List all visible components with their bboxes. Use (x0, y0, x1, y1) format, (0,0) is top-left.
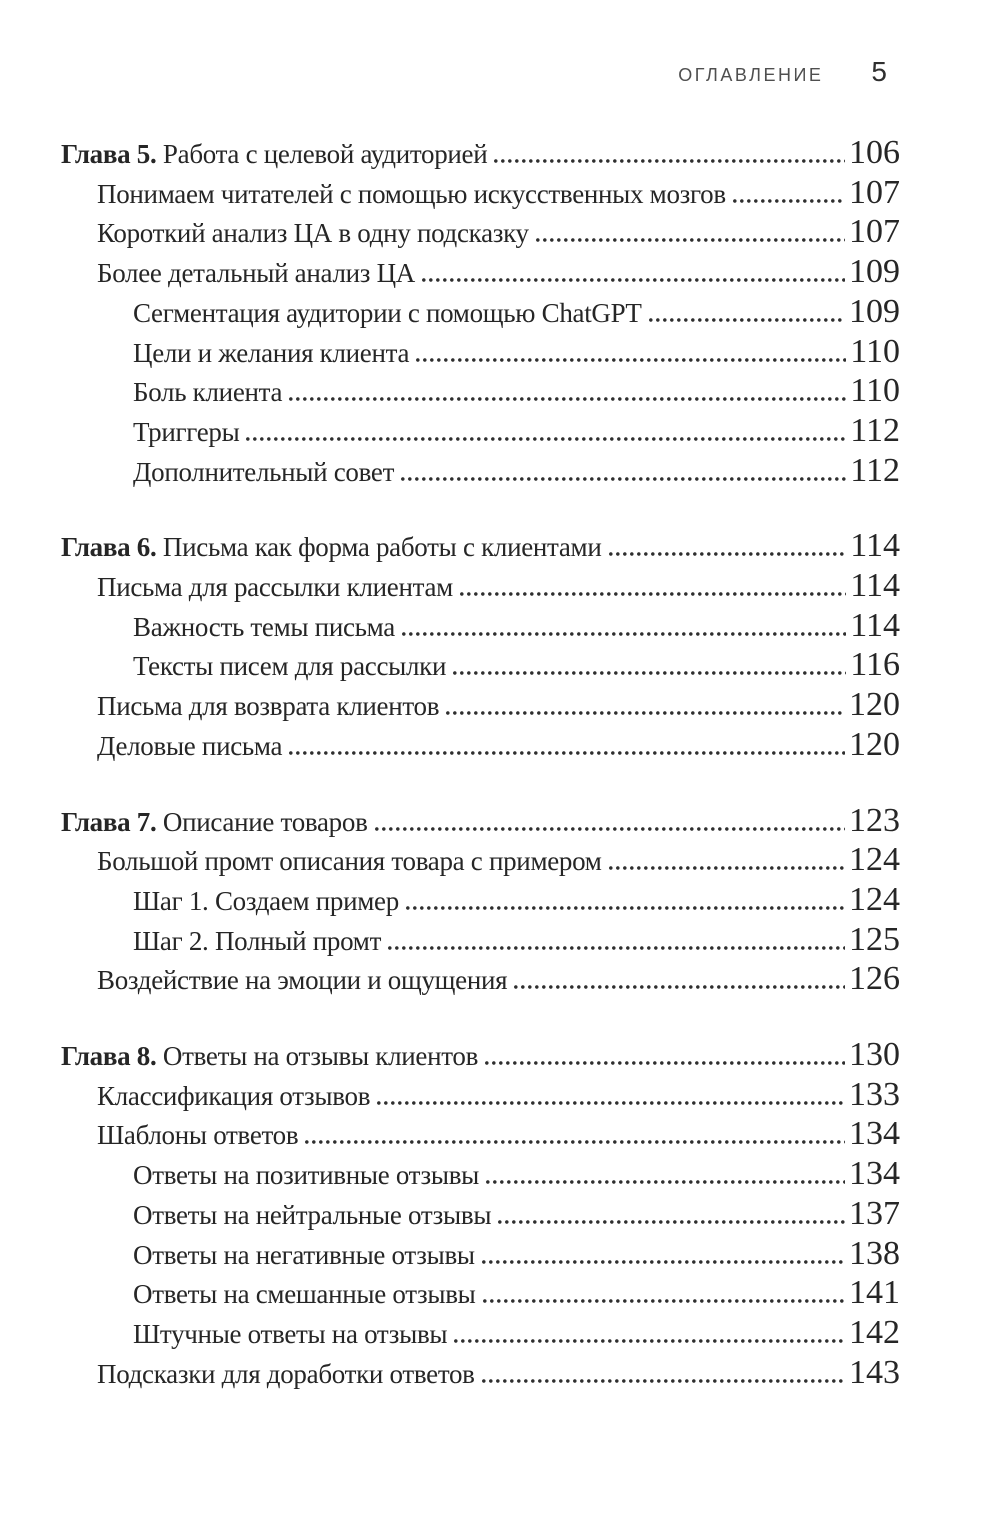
toc-entry-page-number: 143 (849, 1353, 900, 1391)
dot-leader (733, 199, 845, 203)
dot-leader (486, 1180, 845, 1184)
toc-entry-title: Классификация отзывов (97, 1080, 371, 1111)
toc-entry-page-number: 134 (849, 1155, 900, 1193)
toc-entry-page-number: 124 (849, 841, 900, 879)
chapter-label: Глава 7. (61, 806, 163, 837)
toc-entry-row (61, 452, 900, 492)
toc-entry-page-number: 142 (849, 1313, 900, 1351)
dot-leader (289, 397, 846, 401)
dot-leader (460, 592, 846, 596)
toc-entry-row (61, 1115, 900, 1155)
toc-entry-title: Триггеры (133, 416, 240, 447)
dot-leader (416, 358, 846, 362)
dot-leader (536, 238, 845, 242)
running-head-page-number: 5 (871, 56, 887, 87)
dot-leader (289, 751, 845, 755)
toc-entry-row (61, 1155, 900, 1195)
toc-entry-row (61, 333, 900, 373)
toc-entry-title: Глава 6. Письма как форма работы с клиентами (61, 532, 602, 563)
toc-entry-row (61, 1314, 900, 1354)
dot-leader (485, 1061, 845, 1065)
toc-entry-title: Тексты писем для рассылки (133, 651, 447, 682)
dot-leader (494, 159, 845, 163)
toc-entry-page-number: 109 (849, 292, 900, 330)
chapter-label: Глава 5. (61, 139, 163, 169)
toc-entry-page-number: 116 (850, 646, 900, 684)
toc-entry-page-number: 126 (849, 960, 900, 998)
toc-entry-page-number: 130 (849, 1036, 900, 1074)
toc-entry-row (61, 607, 900, 647)
dot-leader (453, 671, 846, 675)
toc-entry-page-number: 106 (849, 134, 900, 171)
toc-entry-row (61, 1076, 900, 1116)
toc-entry-title: Ответы на нейтральные отзывы (133, 1199, 492, 1230)
toc-entry-row (61, 841, 900, 881)
dot-leader (498, 1220, 845, 1224)
toc-entry-title: Глава 5. Работа с целевой аудиторией (61, 139, 488, 169)
toc-entry-title: Письма для возврата клиентов (97, 691, 440, 722)
toc-entry-page-number: 109 (849, 253, 900, 291)
toc-entry-page-number: 110 (850, 372, 900, 410)
toc-entry-title: Шаг 2. Полный промт (133, 925, 382, 956)
toc-entry-row (61, 726, 900, 766)
toc-entry-row (61, 213, 900, 253)
dot-leader (422, 278, 845, 282)
toc-entry-row (61, 646, 900, 686)
toc-entry-page-number: 114 (850, 606, 900, 644)
dot-leader (514, 985, 845, 989)
toc-entry-row (61, 567, 900, 607)
toc-entry-row (61, 1274, 900, 1314)
dot-leader (406, 906, 845, 910)
toc-entry-title: Ответы на смешанные отзывы (133, 1279, 476, 1310)
dot-leader (388, 946, 845, 950)
toc-entry-title: Цели и желания клиента (133, 337, 410, 368)
toc-entry-page-number: 133 (849, 1075, 900, 1113)
toc-entry-row (61, 1354, 900, 1394)
toc-entry-page-number: 114 (850, 527, 900, 565)
toc-entry-page-number: 112 (850, 451, 900, 489)
toc-entry-page-number: 114 (850, 567, 900, 605)
dot-leader (454, 1339, 845, 1343)
dot-leader (483, 1299, 845, 1303)
toc-entry-row (61, 174, 900, 214)
toc-entry-row (61, 686, 900, 726)
toc-entry-row (61, 881, 900, 921)
chapter-label: Глава 8. (61, 1041, 163, 1072)
toc-entry-page-number: 141 (849, 1274, 900, 1312)
toc-entry-title: Письма для рассылки клиентам (97, 572, 453, 603)
running-head (678, 56, 887, 88)
dot-leader (482, 1260, 845, 1264)
toc-entry-page-number: 134 (849, 1115, 900, 1153)
toc-entry-page-number: 137 (849, 1194, 900, 1232)
dot-leader (609, 552, 847, 556)
toc-entry-title: Шаг 1. Создаем пример (133, 885, 399, 916)
toc-entry-title: Ответы на негативные отзывы (133, 1239, 475, 1270)
toc-entry-page-number: 112 (850, 411, 900, 449)
toc-chapter-row (61, 1036, 900, 1076)
toc-entry-title: Более детальный анализ ЦА (97, 258, 415, 289)
toc-entry-page-number: 107 (849, 173, 900, 211)
dot-leader (246, 437, 846, 441)
dot-leader (401, 477, 846, 481)
chapter-label: Глава 6. (61, 532, 163, 563)
toc-entry-row (61, 960, 900, 1000)
toc-entry-title: Деловые письма (97, 730, 283, 761)
toc-entry-row (61, 372, 900, 412)
toc-entry-row (61, 921, 900, 961)
toc-entry-title: Дополнительный совет (133, 456, 395, 487)
toc-entry-title: Сегментация аудитории с помощью ChatGPT (133, 297, 642, 328)
toc-entry-title: Штучные ответы на отзывы (133, 1318, 448, 1349)
toc-entry-page-number: 138 (849, 1234, 900, 1272)
dot-leader (305, 1140, 845, 1144)
toc-entry-title: Глава 8. Ответы на отзывы клиентов (61, 1041, 479, 1072)
dot-leader (377, 1101, 845, 1105)
toc-entry-row (61, 1235, 900, 1275)
running-head-title: ОГЛАВЛЕНИЕ (678, 65, 824, 85)
toc-entry-title: Короткий анализ ЦА в одну подсказку (97, 218, 529, 249)
toc-entry-title: Шаблоны ответов (97, 1120, 299, 1151)
toc-entry-title: Важность темы письма (133, 611, 395, 642)
toc-entry-title: Воздействие на эмоции и ощущения (97, 965, 508, 996)
toc-entry-page-number: 124 (849, 880, 900, 918)
dot-leader (482, 1379, 845, 1383)
toc-entry-row (61, 1195, 900, 1235)
toc-entry-title: Подсказки для доработки ответов (97, 1358, 475, 1389)
toc-entry-title: Понимаем читателей с помощью искусственных мозгов (97, 178, 726, 209)
toc-list (61, 134, 900, 1393)
toc-entry-title: Боль клиента (133, 377, 283, 408)
toc-entry-page-number: 123 (849, 801, 900, 839)
toc-entry-page-number: 107 (849, 213, 900, 251)
toc-entry-page-number: 120 (849, 725, 900, 763)
toc-entry-title: Большой промт описания товара с примером (97, 846, 602, 877)
dot-leader (649, 318, 845, 322)
toc-chapter-row (61, 802, 900, 842)
toc-chapter-row (61, 134, 900, 174)
toc-entry-title: Глава 7. Описание товаров (61, 806, 368, 837)
toc-entry-row (61, 412, 900, 452)
toc-chapter-row (61, 527, 900, 567)
toc-entry-title: Ответы на позитивные отзывы (133, 1160, 479, 1191)
toc-entry-page-number: 125 (849, 920, 900, 958)
dot-leader (446, 711, 845, 715)
dot-leader (609, 866, 845, 870)
toc-entry-row (61, 253, 900, 293)
toc-entry-page-number: 110 (850, 332, 900, 370)
dot-leader (402, 632, 846, 636)
toc-entry-row (61, 293, 900, 333)
toc-entry-page-number: 120 (849, 686, 900, 724)
dot-leader (375, 827, 845, 831)
